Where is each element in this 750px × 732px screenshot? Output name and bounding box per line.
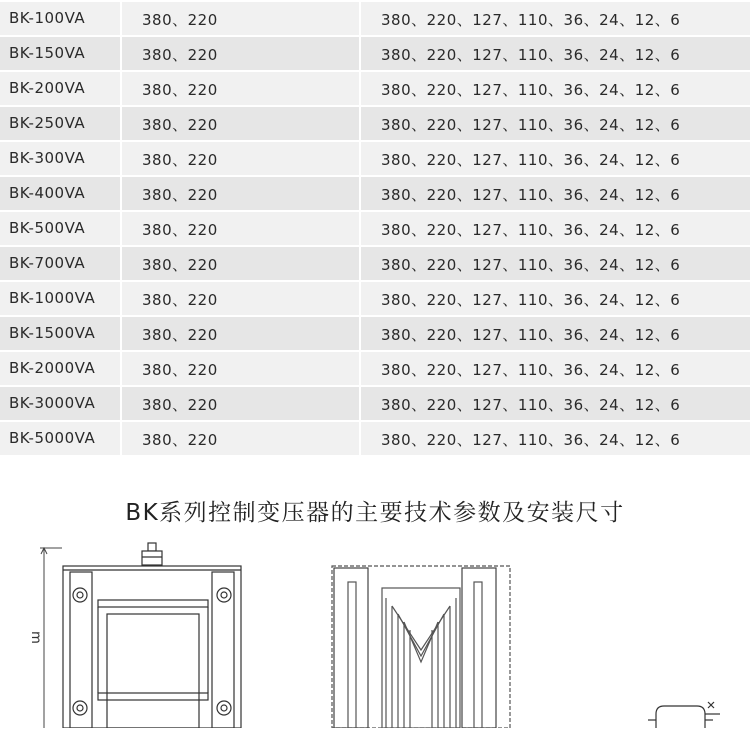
- input-voltage-cell: [122, 422, 359, 455]
- model-text: BK-100VA: [9, 9, 86, 27]
- table-row: [0, 387, 750, 422]
- diagram-svg: [0, 538, 750, 728]
- output-voltage-cell: [361, 212, 750, 245]
- model-text: BK-5000VA: [9, 429, 96, 447]
- input-voltage-text: 380、220: [142, 256, 218, 274]
- input-voltage-cell: [122, 317, 359, 350]
- model-text: BK-2000VA: [9, 359, 96, 377]
- table-row: [0, 72, 750, 107]
- output-voltage-text: 380、220、127、110、36、24、12、6: [381, 116, 681, 134]
- table-row: [0, 177, 750, 212]
- input-voltage-text: 380、220: [142, 361, 218, 379]
- table-row: [0, 352, 750, 387]
- dimension-label: m: [27, 631, 43, 644]
- input-voltage-text: 380、220: [142, 221, 218, 239]
- input-voltage-text: 380、220: [142, 81, 218, 99]
- output-voltage-cell: [361, 317, 750, 350]
- model-cell: [0, 142, 120, 175]
- input-voltage-cell: [122, 2, 359, 35]
- model-cell: [0, 422, 120, 455]
- table-row: [0, 422, 750, 457]
- output-voltage-text: 380、220、127、110、36、24、12、6: [381, 151, 681, 169]
- input-voltage-cell: [122, 177, 359, 210]
- model-cell: [0, 317, 120, 350]
- output-voltage-cell: [361, 282, 750, 315]
- installation-diagram: [0, 538, 750, 728]
- output-voltage-text: 380、220、127、110、36、24、12、6: [381, 186, 681, 204]
- input-voltage-cell: [122, 142, 359, 175]
- model-text: BK-500VA: [9, 219, 86, 237]
- model-cell: [0, 387, 120, 420]
- output-voltage-cell: [361, 247, 750, 280]
- corner-detail: [648, 702, 720, 728]
- height-dimension-line: [40, 548, 62, 728]
- model-cell: [0, 247, 120, 280]
- model-cell: [0, 107, 120, 140]
- output-voltage-text: 380、220、127、110、36、24、12、6: [381, 431, 681, 449]
- output-voltage-text: 380、220、127、110、36、24、12、6: [381, 11, 681, 29]
- output-voltage-cell: [361, 387, 750, 420]
- model-text: BK-200VA: [9, 79, 86, 97]
- table-row: [0, 142, 750, 177]
- input-voltage-cell: [122, 212, 359, 245]
- table-row: [0, 247, 750, 282]
- output-voltage-text: 380、220、127、110、36、24、12、6: [381, 81, 681, 99]
- front-view: [63, 566, 241, 728]
- output-voltage-cell: [361, 107, 750, 140]
- output-voltage-text: 380、220、127、110、36、24、12、6: [381, 46, 681, 64]
- output-voltage-cell: [361, 352, 750, 385]
- table-row: [0, 282, 750, 317]
- table-row: [0, 2, 750, 37]
- model-cell: [0, 2, 120, 35]
- output-voltage-text: 380、220、127、110、36、24、12、6: [381, 291, 681, 309]
- input-voltage-text: 380、220: [142, 151, 218, 169]
- model-text: BK-1500VA: [9, 324, 96, 342]
- model-text: BK-250VA: [9, 114, 86, 132]
- input-voltage-text: 380、220: [142, 326, 218, 344]
- output-voltage-text: 380、220、127、110、36、24、12、6: [381, 221, 681, 239]
- model-text: BK-1000VA: [9, 289, 96, 307]
- model-cell: [0, 212, 120, 245]
- input-voltage-text: 380、220: [142, 431, 218, 449]
- output-voltage-text: 380、220、127、110、36、24、12、6: [381, 326, 681, 344]
- section-title: BK系列控制变压器的主要技术参数及安装尺寸: [125, 500, 625, 526]
- input-voltage-cell: [122, 247, 359, 280]
- table-row: [0, 212, 750, 247]
- input-voltage-text: 380、220: [142, 46, 218, 64]
- model-text: BK-3000VA: [9, 394, 96, 412]
- output-voltage-cell: [361, 2, 750, 35]
- table-row: [0, 317, 750, 352]
- output-voltage-cell: [361, 177, 750, 210]
- input-voltage-cell: [122, 352, 359, 385]
- model-cell: [0, 37, 120, 70]
- input-voltage-text: 380、220: [142, 186, 218, 204]
- model-cell: [0, 72, 120, 105]
- input-voltage-text: 380、220: [142, 291, 218, 309]
- output-voltage-cell: [361, 142, 750, 175]
- output-voltage-cell: [361, 72, 750, 105]
- input-voltage-text: 380、220: [142, 11, 218, 29]
- input-voltage-cell: [122, 107, 359, 140]
- model-text: BK-300VA: [9, 149, 86, 167]
- model-text: BK-150VA: [9, 44, 86, 62]
- input-voltage-text: 380、220: [142, 116, 218, 134]
- input-voltage-cell: [122, 37, 359, 70]
- model-cell: [0, 177, 120, 210]
- output-voltage-cell: [361, 422, 750, 455]
- model-text: BK-400VA: [9, 184, 86, 202]
- model-cell: [0, 352, 120, 385]
- model-cell: [0, 282, 120, 315]
- output-voltage-text: 380、220、127、110、36、24、12、6: [381, 361, 681, 379]
- input-voltage-cell: [122, 72, 359, 105]
- table-row: [0, 107, 750, 142]
- output-voltage-text: 380、220、127、110、36、24、12、6: [381, 396, 681, 414]
- input-voltage-cell: [122, 282, 359, 315]
- side-view: [332, 566, 510, 728]
- input-voltage-text: 380、220: [142, 396, 218, 414]
- input-voltage-cell: [122, 387, 359, 420]
- table-row: [0, 37, 750, 72]
- output-voltage-text: 380、220、127、110、36、24、12、6: [381, 256, 681, 274]
- model-text: BK-700VA: [9, 254, 86, 272]
- output-voltage-cell: [361, 37, 750, 70]
